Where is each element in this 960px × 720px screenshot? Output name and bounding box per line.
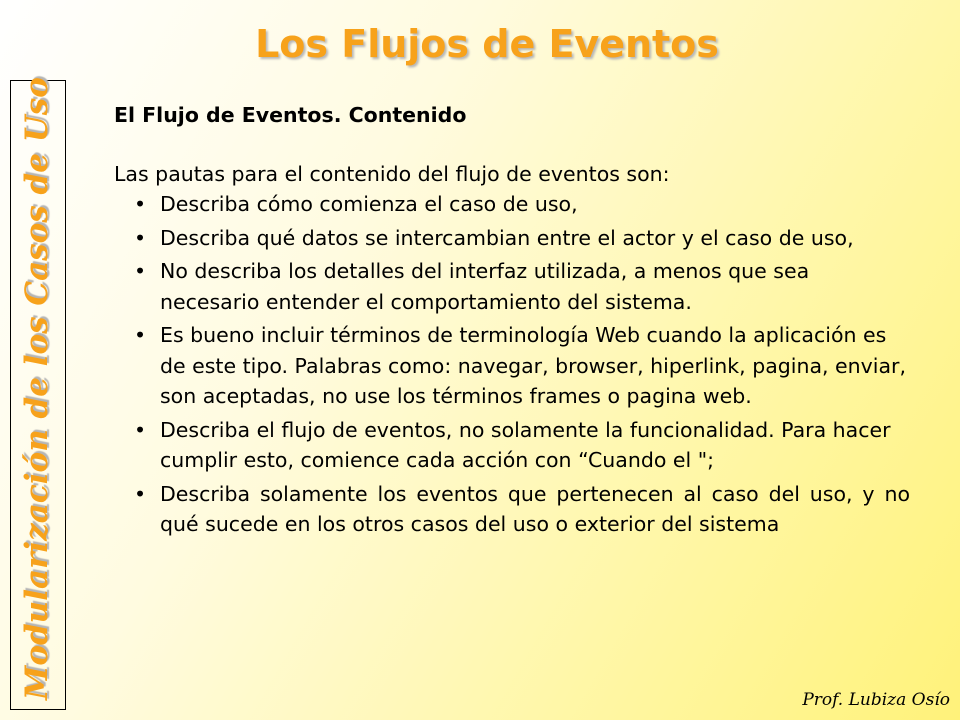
bullet-item: • Describa qué datos se intercambian entre el actor y el caso de uso, [114,223,910,254]
bullet-item: • Describa el flujo de eventos, no solamente la funcionalidad. Para hacer cumplir esto, comience cada acción con “Cuando el "; [114,415,910,476]
author-footer: Prof. Lubiza Osío [802,690,950,710]
bullet-item: • No describa los detalles del interfaz utilizada, a menos que sea necesario entender el comportamiento del sistema. [114,256,910,317]
section-heading: El Flujo de Eventos. Contenido [114,103,467,127]
slide-body [114,100,910,543]
intro-text: Las pautas para el contenido del flujo de eventos son: [114,161,670,186]
bullet-item: • Es bueno incluir términos de terminología Web cuando la aplicación es de este tipo. Palabras como: navegar, browser, hiperlink, pagina, enviar, son aceptadas, no use los términos frames o pagina web. [114,320,910,412]
bullet-item: • Describa cómo comienza el caso de uso, [114,189,910,220]
slide-title: Los Flujos de Eventos [255,22,719,66]
side-label: Modularización de los Casos de Uso [19,77,55,700]
bullet-item: • Describa solamente los eventos que pertenecen al caso del uso, y no qué sucede en los otros casos del uso o exterior del sistema [114,479,910,540]
bullet-list [114,189,910,540]
